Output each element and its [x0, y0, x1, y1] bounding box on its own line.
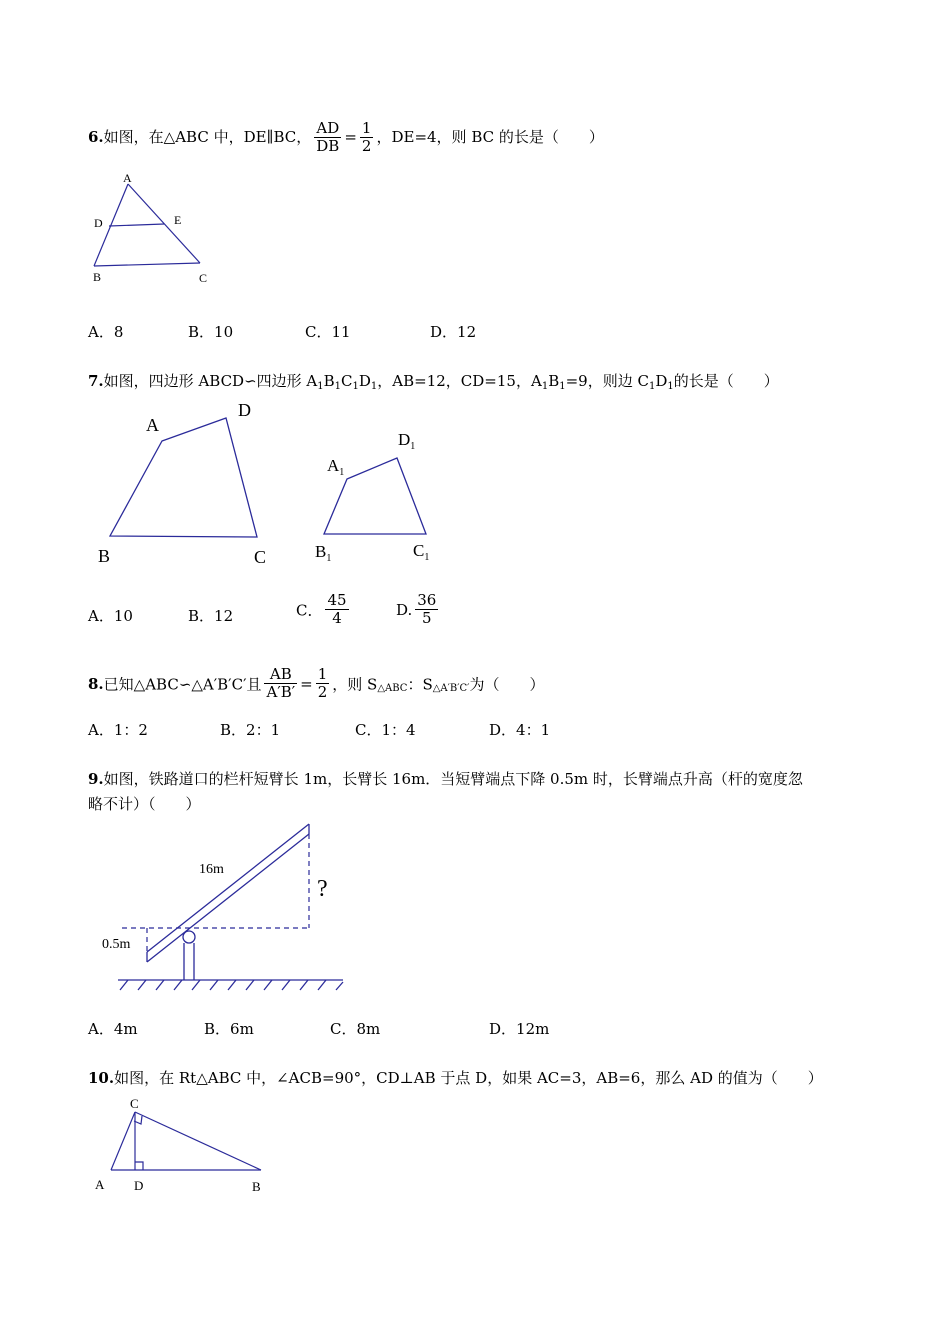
q7-option-a[interactable]: A．10: [88, 607, 133, 625]
q8-fraction-half: $\frac{1}{2}$: [317, 665, 328, 702]
q6-label-e: E: [174, 213, 182, 227]
q7-label-d1: $D_1$: [398, 430, 416, 452]
q7-quadrilateral-figure: [90, 398, 470, 573]
q10-right-triangle-figure: [90, 1095, 280, 1195]
q7-option-b[interactable]: B．12: [188, 607, 234, 625]
q6-number: 6.: [88, 127, 104, 146]
q7-label-b: B: [98, 546, 111, 566]
q7-label-c: C: [254, 547, 267, 567]
q8-option-a[interactable]: A．1：2: [88, 721, 148, 739]
q7-label-b1: $B_1$: [315, 542, 332, 564]
q6-stem: [88, 120, 604, 156]
q8-option-c[interactable]: C．1：4: [355, 721, 416, 739]
q7-option-d[interactable]: D. $\frac{36}{5}$: [396, 591, 437, 628]
q7-label-a1: $A_1$: [327, 456, 345, 478]
q9-number: 9.: [88, 770, 104, 788]
q9-stem-line2: 略不计）（ ）: [88, 795, 201, 813]
q6-fraction-half: $\frac{1}{2}$: [361, 119, 372, 156]
q10-label-b: B: [252, 1179, 261, 1194]
q10-label-d: D: [134, 1178, 144, 1193]
q10-label-c: C: [130, 1096, 139, 1111]
q8-option-b[interactable]: B．2：1: [220, 721, 281, 739]
q9-railway-barrier-figure: [100, 820, 360, 995]
q9-option-a[interactable]: A．4m: [88, 1020, 138, 1038]
q7-label-c1: $C_1$: [413, 541, 430, 563]
q10-number: 10.: [88, 1069, 115, 1087]
q6-label-b: B: [93, 270, 102, 284]
q8-stem: 8.已知△ABC∽△A′B′C′且 $\frac{AB}{A'B'}$ = $\frac{1}{2}$ ，则 $S_{\triangle ABC}$：$S_{\triangle A'B'C'}$为（ ）: [88, 665, 545, 702]
q6-option-a[interactable]: A．8: [88, 323, 124, 341]
q9-question-mark: ?: [317, 876, 328, 902]
q6-triangle-figure: [85, 168, 225, 288]
q7-stem: 7.如图，四边形 ABCD∽四边形 $A_1B_1C_1D_1$，AB=12，CD=15，$A_1B_1=9$，则边 $C_1D_1$的长是（ ）: [88, 372, 779, 392]
q9-option-d[interactable]: D．12m: [489, 1020, 550, 1038]
q7-label-d: D: [238, 400, 251, 420]
q6-text-pre: 如图，在△ABC 中，DE∥BC，: [103, 127, 312, 146]
q6-option-c[interactable]: C．11: [305, 323, 351, 341]
q9-label-16m: 16m: [199, 862, 224, 877]
q9-option-c[interactable]: C．8m: [330, 1020, 381, 1038]
q10-label-a: A: [95, 1177, 105, 1192]
q6-label-d: D: [94, 216, 103, 230]
q6-option-d[interactable]: D．12: [430, 323, 477, 341]
q10-stem: 10.如图，在 Rt△ABC 中，∠ACB=90°，CD⊥AB 于点 D，如果 AC=3，AB=6，那么 AD 的值为（ ）: [88, 1069, 823, 1087]
q6-label-a: A: [123, 171, 132, 185]
q6-fraction-ad-db: $\frac{AD}{DB}$: [316, 119, 340, 156]
q8-fraction-ab: $\frac{AB}{A'B'}$: [266, 665, 296, 702]
q6-option-b[interactable]: B．10: [188, 323, 234, 341]
q8-number: 8.: [88, 674, 104, 693]
q9-stem-line1: 9.如图，铁路道口的栏杆短臂长 1m，长臂长 16m．当短臂端点下降 0.5m 时，长臂端点升高（杆的宽度忽: [88, 770, 803, 788]
q7-number: 7.: [88, 372, 104, 390]
q9-option-b[interactable]: B．6m: [204, 1020, 254, 1038]
q7-option-c[interactable]: C． $\frac{45}{4}$: [296, 591, 347, 628]
q9-label-0-5m: 0.5m: [102, 937, 131, 952]
q6-text-post: ，DE=4，则 BC 的长是（ ）: [376, 127, 604, 146]
q8-option-d[interactable]: D．4：1: [489, 721, 551, 739]
q6-equals: =: [344, 127, 357, 146]
q6-label-c: C: [199, 271, 208, 285]
q7-label-a: A: [146, 415, 159, 435]
